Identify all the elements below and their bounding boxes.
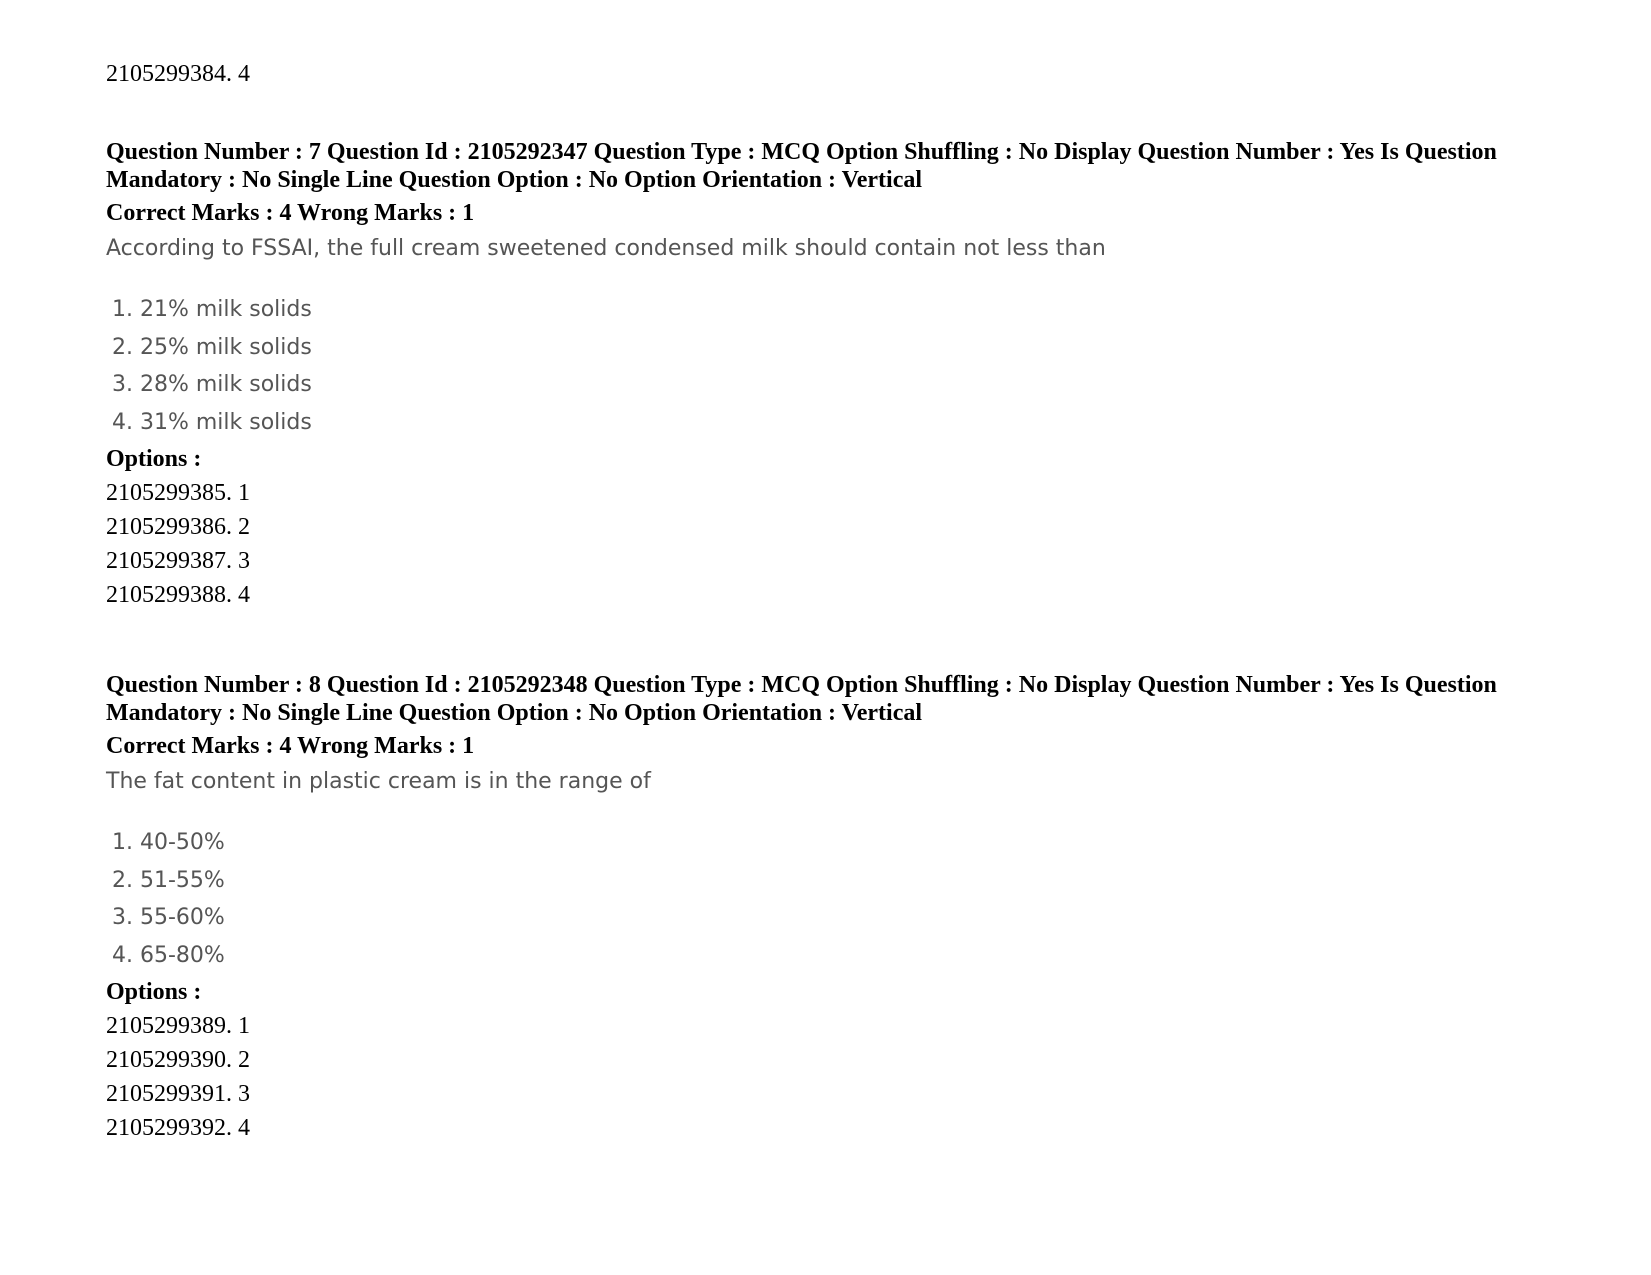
choice-item: 3. 28% milk solids	[112, 372, 312, 398]
choice-item: 2. 51-55%	[112, 867, 225, 893]
question-7	[106, 138, 1586, 612]
question-marks: Correct Marks : 4 Wrong Marks : 1	[106, 200, 475, 226]
choice-item: 4. 31% milk solids	[112, 410, 312, 436]
question-meta-line-2: Mandatory : No Single Line Question Option : No Option Orientation : Vertical	[106, 700, 923, 726]
choice-item: 2. 25% milk solids	[112, 334, 312, 360]
choice-item: 3. 55-60%	[112, 905, 225, 931]
choice-list	[106, 291, 1586, 442]
option-id: 2105299386. 2	[106, 513, 250, 540]
question-meta-line-1: Question Number : 7 Question Id : 2105292347 Question Type : MCQ Option Shuffling : No Display Question Number : Yes Is Question	[106, 139, 1497, 165]
options-label: Options :	[106, 978, 202, 1005]
choice-list	[106, 824, 1586, 975]
option-id: 2105299392. 4	[106, 1114, 250, 1141]
question-meta	[106, 138, 1586, 194]
question-meta-line-1: Question Number : 8 Question Id : 2105292348 Question Type : MCQ Option Shuffling : No Display Question Number : Yes Is Question	[106, 672, 1497, 698]
option-id: 2105299389. 1	[106, 1012, 250, 1039]
choice-item: 4. 65-80%	[112, 943, 225, 969]
choice-item: 1. 21% milk solids	[112, 297, 312, 322]
question-stem: The fat content in plastic cream is in the range of	[106, 769, 651, 794]
option-id: 2105299390. 2	[106, 1046, 250, 1073]
choice-item: 1. 40-50%	[112, 830, 225, 855]
question-meta-line-2: Mandatory : No Single Line Question Option : No Option Orientation : Vertical	[106, 167, 923, 193]
question-stem: According to FSSAI, the full cream sweetened condensed milk should contain not less than	[106, 236, 1106, 261]
option-id: 2105299387. 3	[106, 547, 250, 574]
previous-option-id: 2105299384. 4	[106, 61, 250, 87]
option-id: 2105299391. 3	[106, 1080, 250, 1107]
option-id: 2105299388. 4	[106, 581, 250, 608]
options-label: Options :	[106, 445, 202, 472]
question-marks: Correct Marks : 4 Wrong Marks : 1	[106, 733, 475, 759]
option-id: 2105299385. 1	[106, 479, 250, 506]
question-8	[106, 671, 1586, 1145]
question-meta	[106, 671, 1586, 727]
